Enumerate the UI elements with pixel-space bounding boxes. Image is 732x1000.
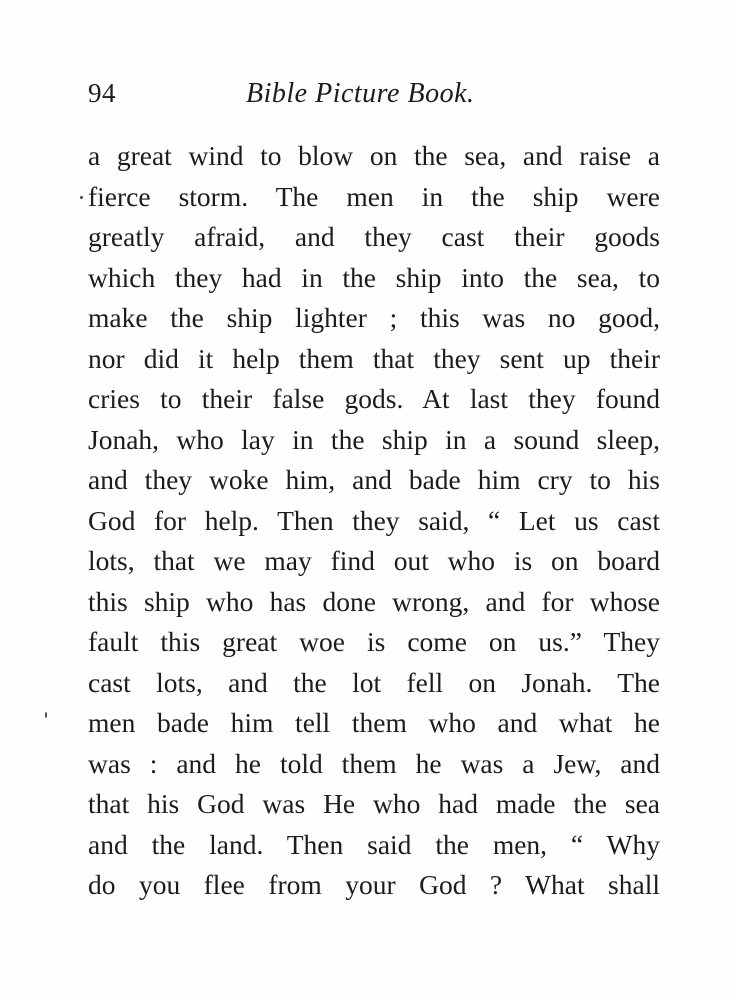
text-line: lots, that we may find out who is on board [88,545,660,576]
text-line: greatly afraid, and they cast their goods [88,221,660,252]
text-line: which they had in the ship into the sea, to [88,261,660,293]
text-line: men bade him tell them who and what he [88,707,660,738]
text-line: and they woke him, and bade him cry to his [88,464,660,495]
text-line: fierce storm. The men in the ship were [88,180,660,212]
text-line: that his God was He who had made the sea [88,788,660,819]
body-text [88,136,660,906]
text-line: make the ship lighter ; this was no good, [88,302,660,333]
page-header [88,78,660,118]
text-line: nor did it help them that they sent up their [88,342,660,374]
ink-speck [45,712,47,718]
text-line: Jonah, who lay in the ship in a sound sleep, [88,423,660,455]
text-line: was : and he told them he was a Jew, and [88,747,660,779]
ink-speck [80,196,83,199]
text-line: fault this great woe is come on us.” They [88,626,660,657]
text-line: cast lots, and the lot fell on Jonah. The [88,666,660,698]
text-line: this ship who has done wrong, and for whose [88,585,660,617]
page-number: 94 [88,78,116,108]
text-line: do you flee from your God ? What shall [88,869,660,900]
running-title: Bible Picture Book. [246,78,475,109]
text-line: cries to their false gods. At last they found [88,383,660,414]
text-line: a great wind to blow on the sea, and raise a [88,140,660,171]
text-line: and the land. Then said the men, “ Why [88,828,660,860]
text-line: God for help. Then they said, “ Let us cast [88,504,660,536]
